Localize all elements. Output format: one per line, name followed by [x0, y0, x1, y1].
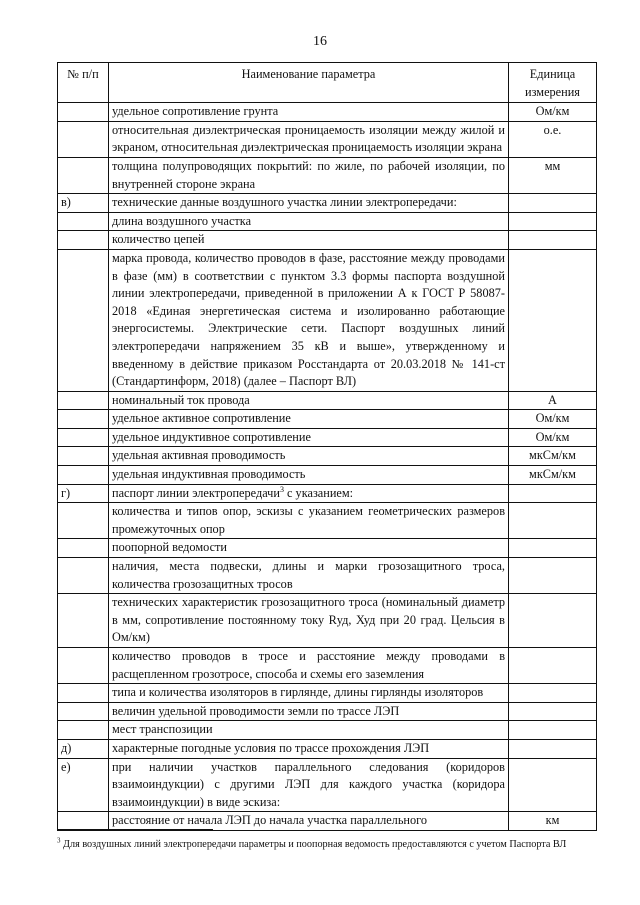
footnote-reference: 3: [279, 484, 284, 494]
table-row: [58, 231, 597, 250]
parameter-name: относительная диэлектрическая проницаемость изоляции между жилой и экраном, относительная диэлектрическая проницаемость изоляции экрана: [109, 121, 509, 157]
parameter-name: расстояние от начала ЛЭП до начала участка параллельного: [109, 812, 509, 831]
parameter-unit: Ом/км: [509, 410, 597, 429]
parameter-unit: Ом/км: [509, 103, 597, 122]
parameter-name: величин удельной проводимости земли по трассе ЛЭП: [109, 702, 509, 721]
parameter-name: при наличии участков параллельного следования (коридоров взаимоиндукции) с другими ЛЭП для каждого участка (коридора взаимоиндукции) в виде эскиза:: [109, 758, 509, 812]
parameter-unit: мкСм/км: [509, 466, 597, 485]
parameter-unit: [509, 558, 597, 594]
parameter-unit: [509, 231, 597, 250]
parameter-unit: км: [509, 812, 597, 831]
row-number: [58, 391, 109, 410]
table-row: [58, 466, 597, 485]
row-number: г): [58, 484, 109, 503]
table-row: [58, 194, 597, 213]
table-row: [58, 447, 597, 466]
parameter-unit: [509, 212, 597, 231]
row-number: [58, 231, 109, 250]
parameter-unit: [509, 721, 597, 740]
parameter-name: [109, 484, 509, 503]
table-row: [58, 103, 597, 122]
table-row: [58, 212, 597, 231]
parameter-name-text-continued: с указанием:: [283, 485, 354, 500]
parameters-table: [57, 62, 597, 831]
parameter-name: количество проводов в тросе и расстояние между проводами в расщепленном грозотросе, способа и схемы его заземления: [109, 648, 509, 684]
table-row: [58, 758, 597, 812]
row-number: [58, 103, 109, 122]
row-number: [58, 249, 109, 391]
parameter-name: длина воздушного участка: [109, 212, 509, 231]
footnote-separator: [57, 829, 213, 830]
parameter-unit: мкСм/км: [509, 447, 597, 466]
table-row: [58, 428, 597, 447]
row-number: [58, 410, 109, 429]
header-unit: Единица измерения: [509, 63, 597, 103]
table-row: [58, 249, 597, 391]
footnote-marker: 3: [57, 836, 61, 845]
row-number: [58, 594, 109, 648]
parameter-name: поопорной ведомости: [109, 539, 509, 558]
parameter-name-text: паспорт линии электропередачи: [112, 485, 280, 500]
parameter-name: характерные погодные условия по трассе прохождения ЛЭП: [109, 739, 509, 758]
table-row: [58, 558, 597, 594]
parameter-unit: [509, 249, 597, 391]
footnote: [57, 836, 617, 850]
table-row: [58, 739, 597, 758]
parameter-unit: [509, 539, 597, 558]
table-row: [58, 539, 597, 558]
parameter-name: наличия, места подвески, длины и марки грозозащитного троса, количества грозозащитных тросов: [109, 558, 509, 594]
parameter-name: технических характеристик грозозащитного троса (номинальный диаметр в мм, сопротивление постоянному току Rуд, Худ при 20 град. Цельсия в Ом/км): [109, 594, 509, 648]
table-row: [58, 721, 597, 740]
parameter-name: количества и типов опор, эскизы с указанием геометрических размеров промежуточных опор: [109, 503, 509, 539]
parameter-name: мест транспозиции: [109, 721, 509, 740]
parameter-name: марка провода, количество проводов в фазе, расстояние между проводами в фазе (мм) в соответствии с пунктом 3.3 формы паспорта воздушной линии электропередачи, приведенной в приложении А к ГОСТ Р 58087-2018 «Единая энергетическая система и изолированно работающие энергосистемы. Электрические сети. Паспорт воздушных линий электропередачи напряжением 35 кВ и выше», утвержденному и введенному в действие приказом Росстандарта от 20.03.2018 № 141-ст (Стандартинформ, 2018) (далее – Паспорт ВЛ): [109, 249, 509, 391]
parameter-name: типа и количества изоляторов в гирлянде, длины гирлянды изоляторов: [109, 684, 509, 703]
row-number: [58, 702, 109, 721]
parameter-unit: [509, 684, 597, 703]
table-row: [58, 121, 597, 157]
parameter-unit: [509, 484, 597, 503]
parameter-unit: мм: [509, 157, 597, 193]
parameter-unit: [509, 702, 597, 721]
table-row: [58, 594, 597, 648]
table-row: [58, 812, 597, 831]
parameter-name: номинальный ток провода: [109, 391, 509, 410]
parameter-name: удельное активное сопротивление: [109, 410, 509, 429]
row-number: е): [58, 758, 109, 812]
row-number: [58, 558, 109, 594]
parameter-unit: [509, 194, 597, 213]
parameter-unit: Ом/км: [509, 428, 597, 447]
parameter-name: удельное сопротивление грунта: [109, 103, 509, 122]
parameter-name: удельная индуктивная проводимость: [109, 466, 509, 485]
parameter-name: количество цепей: [109, 231, 509, 250]
parameter-name: удельное индуктивное сопротивление: [109, 428, 509, 447]
parameter-unit: [509, 758, 597, 812]
parameter-unit: о.е.: [509, 121, 597, 157]
row-number: [58, 684, 109, 703]
row-number: [58, 121, 109, 157]
footnote-text: Для воздушных линий электропередачи параметры и поопорная ведомость предоставляются с учетом Паспорта ВЛ: [60, 839, 567, 850]
parameter-unit: А: [509, 391, 597, 410]
row-number: в): [58, 194, 109, 213]
table-row: [58, 648, 597, 684]
parameter-unit: [509, 594, 597, 648]
parameter-name: толщина полупроводящих покрытий: по жиле, по рабочей изоляции, по внутренней стороне экрана: [109, 157, 509, 193]
table-row: [58, 410, 597, 429]
row-number: [58, 648, 109, 684]
row-number: [58, 721, 109, 740]
parameter-name: удельная активная проводимость: [109, 447, 509, 466]
row-number: [58, 466, 109, 485]
table-row: [58, 503, 597, 539]
table-row: [58, 391, 597, 410]
row-number: д): [58, 739, 109, 758]
parameter-unit: [509, 739, 597, 758]
header-number: № п/п: [58, 63, 109, 103]
row-number: [58, 503, 109, 539]
page-number: 16: [313, 34, 327, 49]
row-number: [58, 157, 109, 193]
parameter-name: технические данные воздушного участка линии электропередачи:: [109, 194, 509, 213]
row-number: [58, 428, 109, 447]
parameter-unit: [509, 503, 597, 539]
table-header-row: [58, 63, 597, 103]
table-row: [58, 684, 597, 703]
parameter-unit: [509, 648, 597, 684]
row-number: [58, 812, 109, 831]
table-row: [58, 157, 597, 193]
row-number: [58, 212, 109, 231]
table-row: [58, 702, 597, 721]
table-row: [58, 484, 597, 503]
header-parameter-name: Наименование параметра: [109, 63, 509, 103]
row-number: [58, 539, 109, 558]
row-number: [58, 447, 109, 466]
